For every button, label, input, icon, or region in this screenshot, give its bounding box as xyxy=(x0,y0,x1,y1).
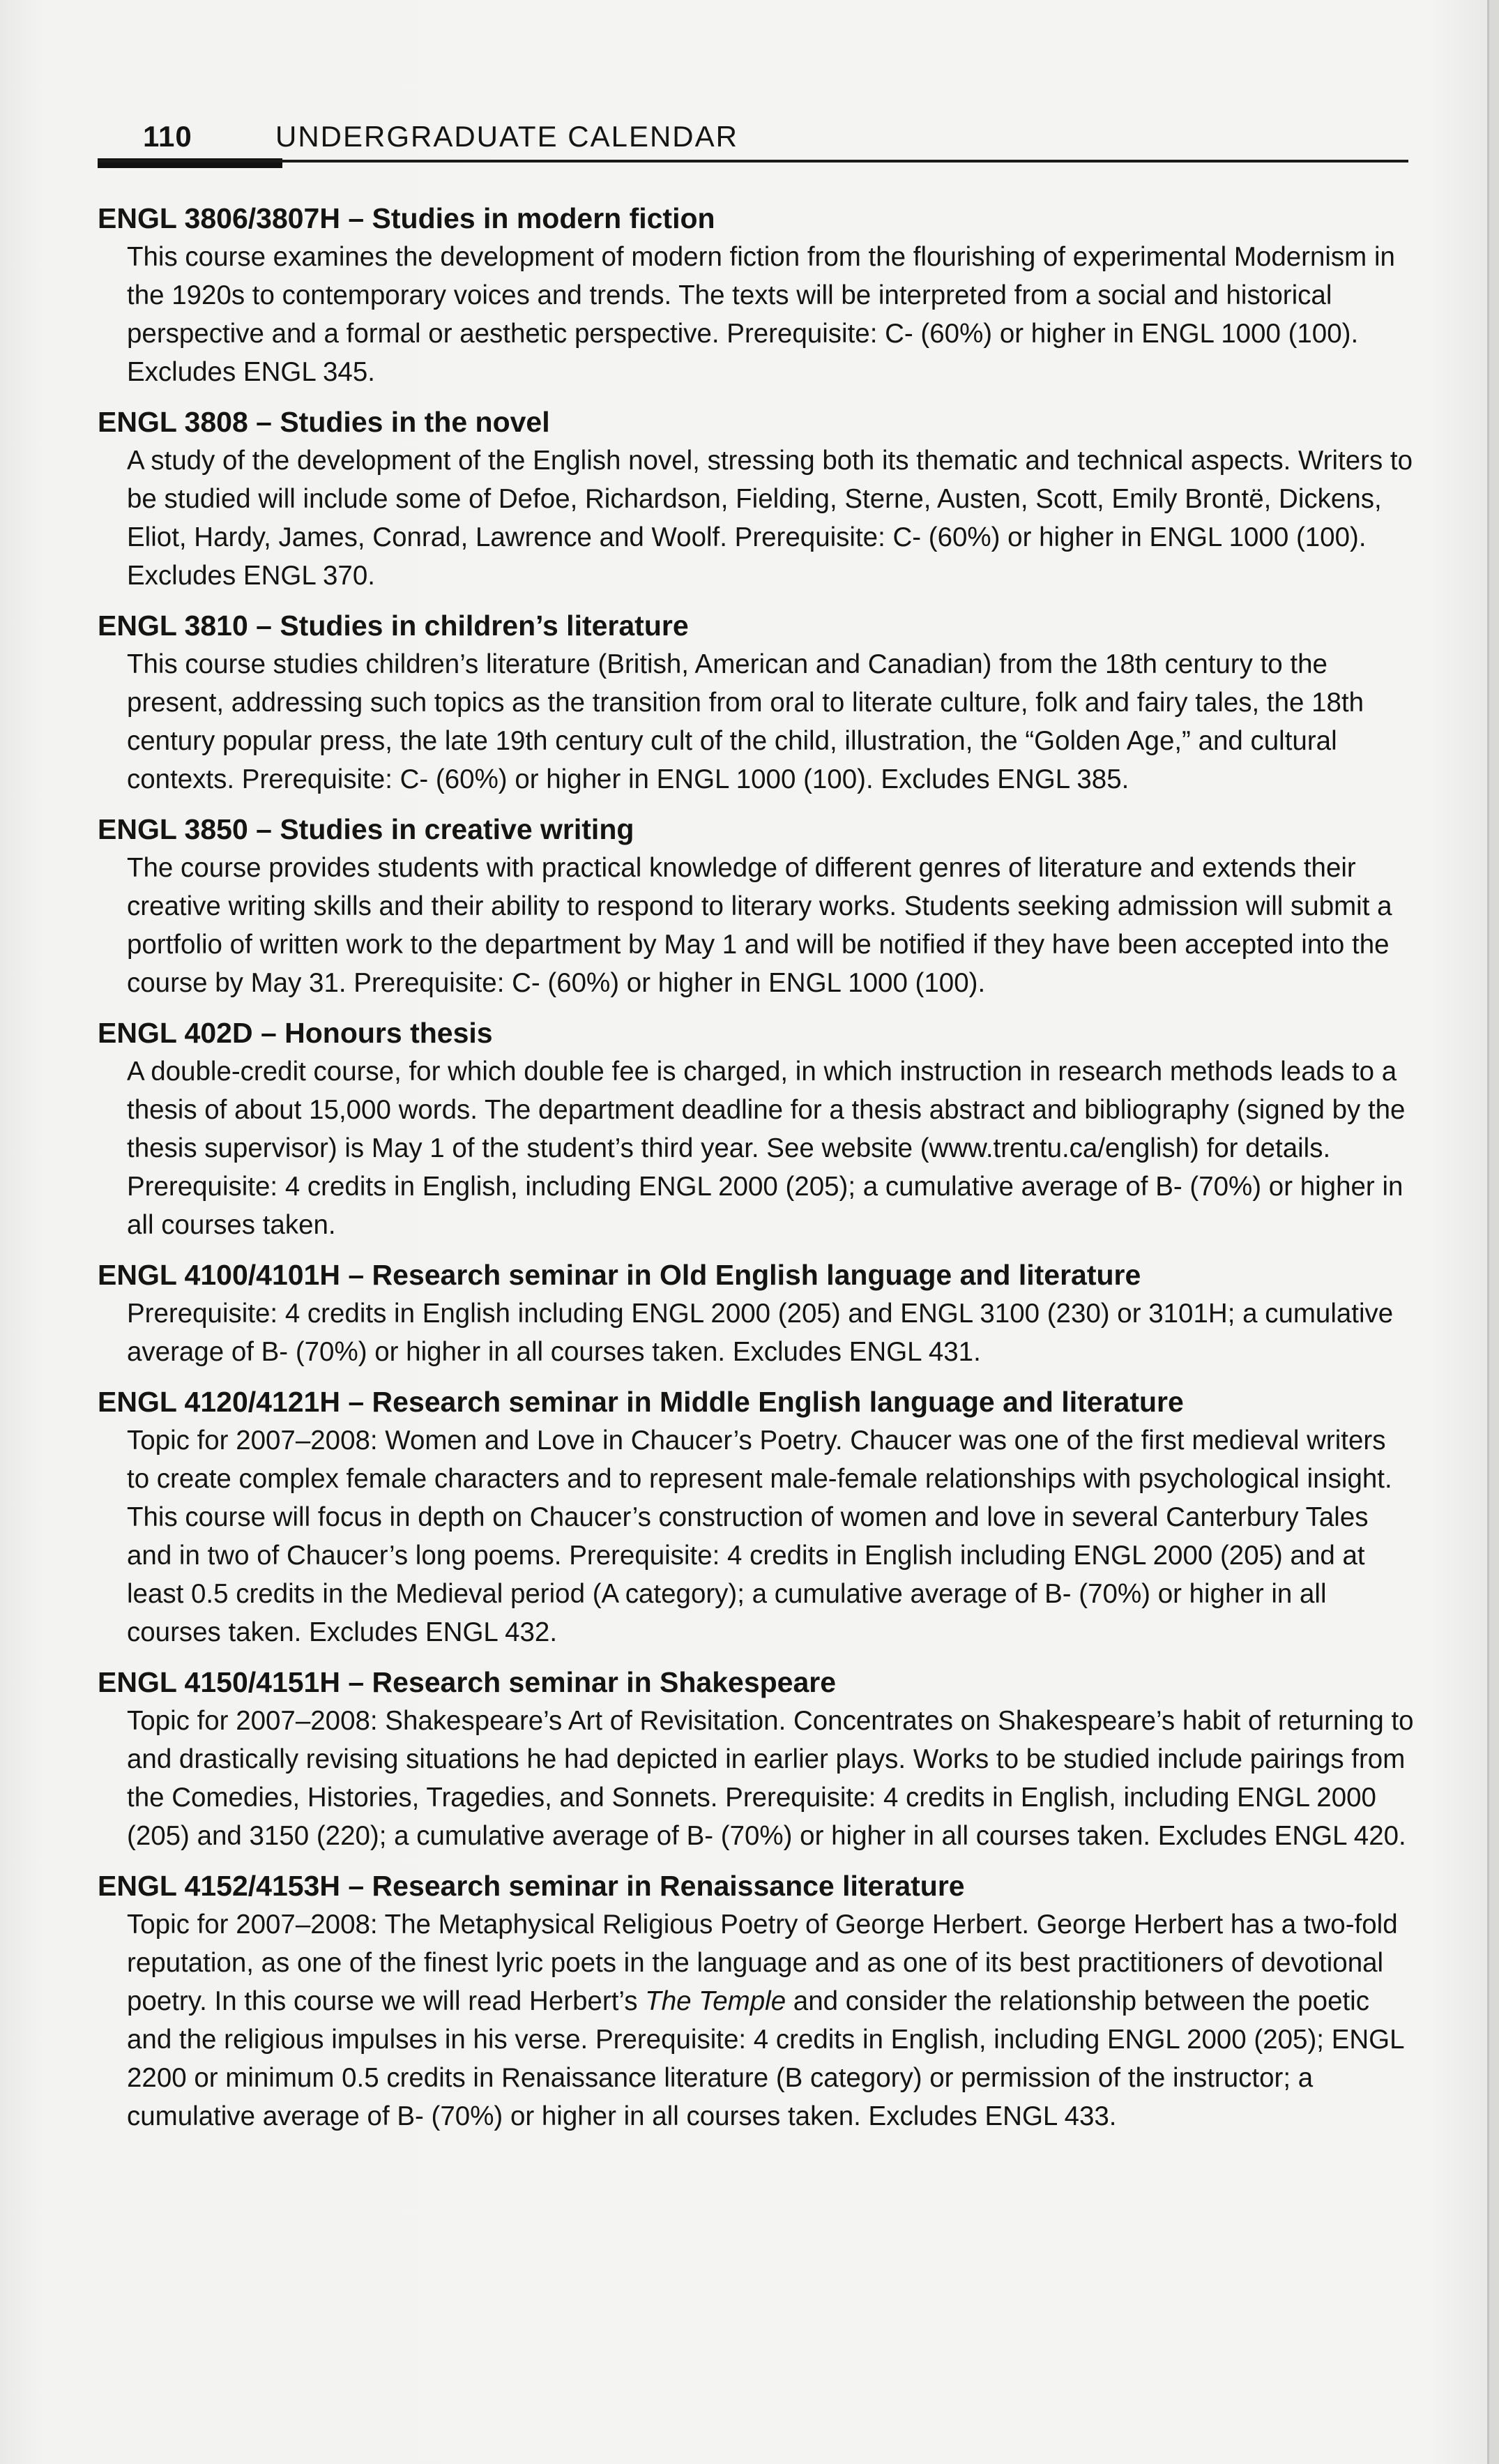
course-description: Topic for 2007–2008: Women and Love in Chaucer’s Poetry. Chaucer was one of the first medieval writers to create complex female characters and to represent male-female relationships with psychological insight. This course will focus in depth on Chaucer’s construction of women and love in several Canterbury Tales and in two of Chaucer’s long poems. Prerequisite: 4 credits in English including ENGL 2000 (205) and at least 0.5 credits in the Medieval period (A category); a cumulative average of B- (70%) or higher in all courses taken. Excludes ENGL 432. xyxy=(127,1426,1392,1647)
course-entry xyxy=(98,1013,1415,1244)
description-text: and consider the relationship between the poetic and the religious impulses in his verse. Prerequisite: 4 credits in English, including ENGL 2000 (205); ENGL 2200 or minimum 0.5 credits in Renaissance literature (B category) or permission of the instructor; a cumulative average of B- (70%) or higher in all courses taken. Excludes ENGL 433. xyxy=(127,1986,1404,2131)
course-entry xyxy=(98,1255,1415,1371)
page-number: 110 xyxy=(143,120,192,153)
running-title: UNDERGRADUATE CALENDAR xyxy=(275,120,738,153)
course-title: ENGL 3850 – Studies in creative writing xyxy=(98,813,634,845)
header-rule xyxy=(98,160,1408,162)
course-entry xyxy=(98,606,1415,799)
course-entry xyxy=(98,1663,1415,1855)
course-title: ENGL 4100/4101H – Research seminar in Old English language and literature xyxy=(98,1259,1141,1291)
course-entry xyxy=(98,1382,1415,1652)
course-title: ENGL 3810 – Studies in children’s literature xyxy=(98,610,689,642)
course-description xyxy=(127,1905,1415,2136)
course-description: This course studies children’s literature (British, American and Canadian) from the 18th century to the present, addressing such topics as the transition from oral to literate culture, folk and fairy tales, the 18th century popular press, the late 19th century cult of the child, illustration, the “Golden Age,” and cultural contexts. Prerequisite: C- (60%) or higher in ENGL 1000 (100). Excludes ENGL 385. xyxy=(127,649,1364,794)
course-title: ENGL 4152/4153H – Research seminar in Renaissance literature xyxy=(98,1870,965,1902)
course-description: The course provides students with practical knowledge of different genres of literature and extends their creative writing skills and their ability to respond to literary works. Students seeking admission will submit a portfolio of written work to the department by May 1 and will be notified if they have been accepted into the course by May 31. Prerequisite: C- (60%) or higher in ENGL 1000 (100). xyxy=(127,853,1392,998)
course-title: ENGL 402D – Honours thesis xyxy=(98,1017,493,1049)
page-header xyxy=(143,120,738,159)
course-description: A study of the development of the English novel, stressing both its thematic and technical aspects. Writers to be studied will include some of Defoe, Richardson, Fielding, Sterne, Austen, Scott, Emily Brontë, Dickens, Eliot, Hardy, James, Conrad, Lawrence and Woolf. Prerequisite: C- (60%) or higher in ENGL 1000 (100). Excludes ENGL 370. xyxy=(127,446,1413,591)
course-description: A double-credit course, for which double fee is charged, in which instruction in research methods leads to a thesis of about 15,000 words. The department deadline for a thesis abstract and bibliography (signed by the thesis supervisor) is May 1 of the student’s third year. See website (www.trentu.ca/english) for details. Prerequisite: 4 credits in English, including ENGL 2000 (205); a cumulative average of B- (70%) or higher in all courses taken. xyxy=(127,1057,1406,1240)
course-title: ENGL 4120/4121H – Research seminar in Middle English language and literature xyxy=(98,1386,1184,1418)
course-list xyxy=(98,199,1415,2147)
course-entry xyxy=(98,1866,1415,2136)
description-text: Topic for 2007–2008: The Metaphysical Religious Poetry of George Herbert. George Herbert has a two-fold reputation, as one of the finest lyric poets in the language and as one of its best practitioners of devotional poetry. In this course we will read Herbert’s xyxy=(127,1910,1398,2016)
course-title: ENGL 3808 – Studies in the novel xyxy=(98,406,550,438)
course-title: ENGL 3806/3807H – Studies in modern fiction xyxy=(98,202,715,234)
book-title: The Temple xyxy=(645,1986,786,2016)
course-entry xyxy=(98,402,1415,595)
course-entry xyxy=(98,199,1415,391)
course-description: Prerequisite: 4 credits in English including ENGL 2000 (205) and ENGL 3100 (230) or 3101H; a cumulative average of B- (70%) or higher in all courses taken. Excludes ENGL 431. xyxy=(127,1299,1394,1367)
course-title: ENGL 4150/4151H – Research seminar in Shakespeare xyxy=(98,1666,837,1698)
page-edge xyxy=(1487,0,1499,2464)
course-description: This course examines the development of modern fiction from the flourishing of experimental Modernism in the 1920s to contemporary voices and trends. The texts will be interpreted from a social and historical perspective and a formal or aesthetic perspective. Prerequisite: C- (60%) or higher in ENGL 1000 (100). Excludes ENGL 345. xyxy=(127,242,1395,387)
course-description: Topic for 2007–2008: Shakespeare’s Art of Revisitation. Concentrates on Shakespeare’s habit of returning to and drastically revising situations he had depicted in earlier plays. Works to be studied include pairings from the Comedies, Histories, Tragedies, and Sonnets. Prerequisite: 4 credits in English, including ENGL 2000 (205) and 3150 (220); a cumulative average of B- (70%) or higher in all courses taken. Excludes ENGL 420. xyxy=(127,1706,1414,1851)
course-entry xyxy=(98,810,1415,1002)
